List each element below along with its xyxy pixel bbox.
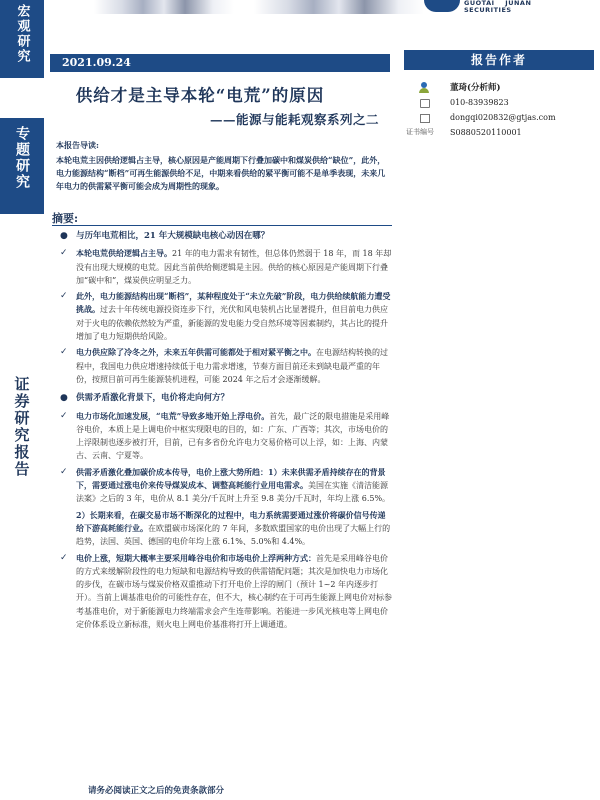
point-lead: 电力供应除了冷冬之外，未来五年供需可能都处于相对紧平衡之中。 (76, 347, 316, 358)
sidebar-tag-report-type-label: 证券研究报告 (12, 376, 31, 478)
report-date: 2021.09.24 (62, 56, 131, 69)
sidebar-tag-macro (0, 0, 44, 78)
abstract-title: 摘要: (52, 212, 79, 225)
analyst-cert-row (404, 125, 594, 140)
point-lead: 2）长期来看，在碳交易市场不断深化的过程中，电力系统需要通过涨价将碳价信号传递给下游高耗能行业。 (76, 509, 386, 533)
sidebar-tag-report-type (0, 370, 44, 502)
abstract-point (58, 552, 392, 632)
bullet-icon: ● (60, 393, 68, 404)
sidebar (0, 0, 44, 800)
author-panel (404, 46, 594, 140)
check-icon: ✓ (60, 466, 68, 477)
analyst-name: 董琦(分析师) (450, 83, 501, 93)
abstract-question (58, 392, 392, 405)
abstract-point (58, 247, 392, 287)
abstract-question (58, 230, 392, 243)
abstract-point (58, 346, 392, 386)
point-text: 美国在实施《清洁能源法案》之后的 3 年，电价从 8.1 美分/千瓦时上升至 9.8 美分/千瓦时，年均上涨 6.5%。 (76, 481, 391, 504)
point-lead: 电价上涨，短期大概率主要采用峰谷电价和市场电价上浮两种方式： (76, 552, 316, 563)
report-title: 供给才是主导本轮“电荒”的原因 (75, 86, 325, 105)
bullet-icon: ● (60, 231, 68, 241)
analyst-info (404, 80, 594, 140)
point-text: 供需矛盾激化背景下，电价将走向何方？ (76, 393, 230, 404)
point-text: 在电源结构转换的过程中，我国电力供应增速持续低于电力需求增速，节奏方面目前还未到缺电最严重的年份，按照目前可再生能源装机进程，可能 2024 年之后才会逐渐缓解。 (76, 348, 388, 384)
point-lead: 供需矛盾激化叠加碳价成本传导，电价上涨大势所趋：1）未来供需矛盾持续存在的背景下，需要通过涨电价来传导煤炭成本、调整高耗能行业用电需求。 (76, 466, 386, 491)
person-icon (418, 82, 430, 94)
author-panel-header: 报告作者 (404, 50, 594, 70)
crystal-decoration (254, 0, 424, 14)
disclaimer-footer: 请务必阅读正文之后的免责条款部分 (88, 786, 225, 796)
report-subtitle: ——能源与能耗观察系列之二 (210, 112, 380, 127)
point-text: 首先是采用峰谷电价的方式来缓解阶段性的电力短缺和电源结构导致的供需错配问题；其次是加快电力市场化的步伐，在碳市场与煤炭价格双重推动下打开电价上浮的闸门（预计 1~2 年内逐步打开）。当前上调基准电价的可能性存在，但不大，核心制约在于可再生能源上网电价对标参考基准电价，对于新能源电力终端需求会产生连带影响。若能进一步风光核电等上网电价定价体系设立新标准，则火电上网电价基准将打开上调通道。 (76, 553, 392, 630)
check-icon: ✓ (60, 552, 68, 563)
cert-number: S0880520110001 (450, 128, 522, 137)
point-lead: 电力市场化加速发展，“电荒”导致多地开始上浮电价。 (76, 410, 270, 421)
mail-icon (420, 114, 430, 123)
point-text: 过去十年传统电源投资连步下行，光伏和风电装机占比显著提升，但目前电力供应对于火电的依赖依然较为严重，新能源的发电能力受自然环境等因素制约，其占比的提升增加了电力短期供给风险。 (76, 305, 388, 342)
abstract-list (58, 228, 392, 634)
guide-body: 本轮电荒主因供给逻辑占主导，核心原因是产能周期下行叠加碳中和煤炭供给“缺位”，此外，电力能源结构“断档”可再生能源供给不足，中期来看供给的紧平衡可能不是单季表现，未来几年电力的供需紧平衡可能会成为周期性的现象。 (56, 155, 386, 191)
cert-label: 证书编号 (406, 128, 434, 136)
guide-title: 本报告导读: (56, 140, 99, 150)
check-icon: ✓ (60, 291, 68, 302)
check-icon: ✓ (60, 347, 68, 358)
logo-wordmark (464, 0, 594, 14)
date-banner (50, 54, 390, 72)
logo-word: SECURITIES (464, 6, 512, 14)
abstract-point (58, 290, 392, 343)
crystal-decoration (94, 0, 234, 14)
analyst-phone: 010-83939823 (450, 98, 509, 107)
point-text: 21 年的电力需求有韧性，但总体仍然弱于 18 年，而 18 年却没有出现大规模的电荒。因此当前供给侧逻辑是主因。供给的核心原因是产能周期下行叠加“碳中和”，煤炭供应明显乏力。 (76, 249, 392, 285)
point-lead: 本轮电荒供给逻辑占主导。 (76, 248, 172, 259)
analyst-email-row (404, 110, 594, 125)
analyst-email[interactable]: dongqi020832@gtjas.com (450, 113, 556, 122)
logo-mark-icon (424, 0, 460, 12)
point-text: 首先，最广泛的限电措施是采用峰谷电价，本质上是上调电价中枢实现限电的目的，如：广东、广西等；其次，市场电价的上浮限制也逐步被打开，目前，已有多省份允许电力交易价格可以上浮，如：上海、内蒙古、云南、宁夏等。 (76, 411, 390, 461)
point-lead: 此外，电力能源结构出现“断档”，某种程度处于“未立先破”阶段，电力供给续航能力遭受挑战。 (76, 291, 391, 315)
company-logo (424, 0, 594, 14)
analyst-phone-row (404, 95, 594, 110)
abstract-point (58, 466, 392, 506)
point-text: 在欧盟碳市场深化的 7 年间，多数欧盟国家的电价出现了大幅上行的趋势，法国、英国、德国的电价年均上涨 6.1%、5.0%和 4.4%。 (76, 523, 391, 547)
logo-word: GUOTAI (464, 0, 495, 7)
point-text: 与历年电荒相比，21 年大规模缺电核心动因在哪？ (76, 231, 270, 241)
header-band (44, 0, 600, 16)
check-icon: ✓ (60, 248, 68, 259)
report-guide (52, 140, 392, 193)
sidebar-tag-macro-label: 宏观研究 (14, 4, 30, 64)
abstract-divider (52, 225, 392, 226)
abstract-point (58, 410, 392, 463)
logo-word: JUNAN (505, 0, 532, 7)
check-icon: ✓ (60, 410, 68, 421)
sidebar-tag-topic-label: 专题研究 (14, 126, 30, 190)
phone-icon (420, 99, 430, 108)
abstract-point (58, 509, 392, 549)
sidebar-tag-topic (0, 118, 44, 214)
analyst-name-row (404, 80, 594, 95)
